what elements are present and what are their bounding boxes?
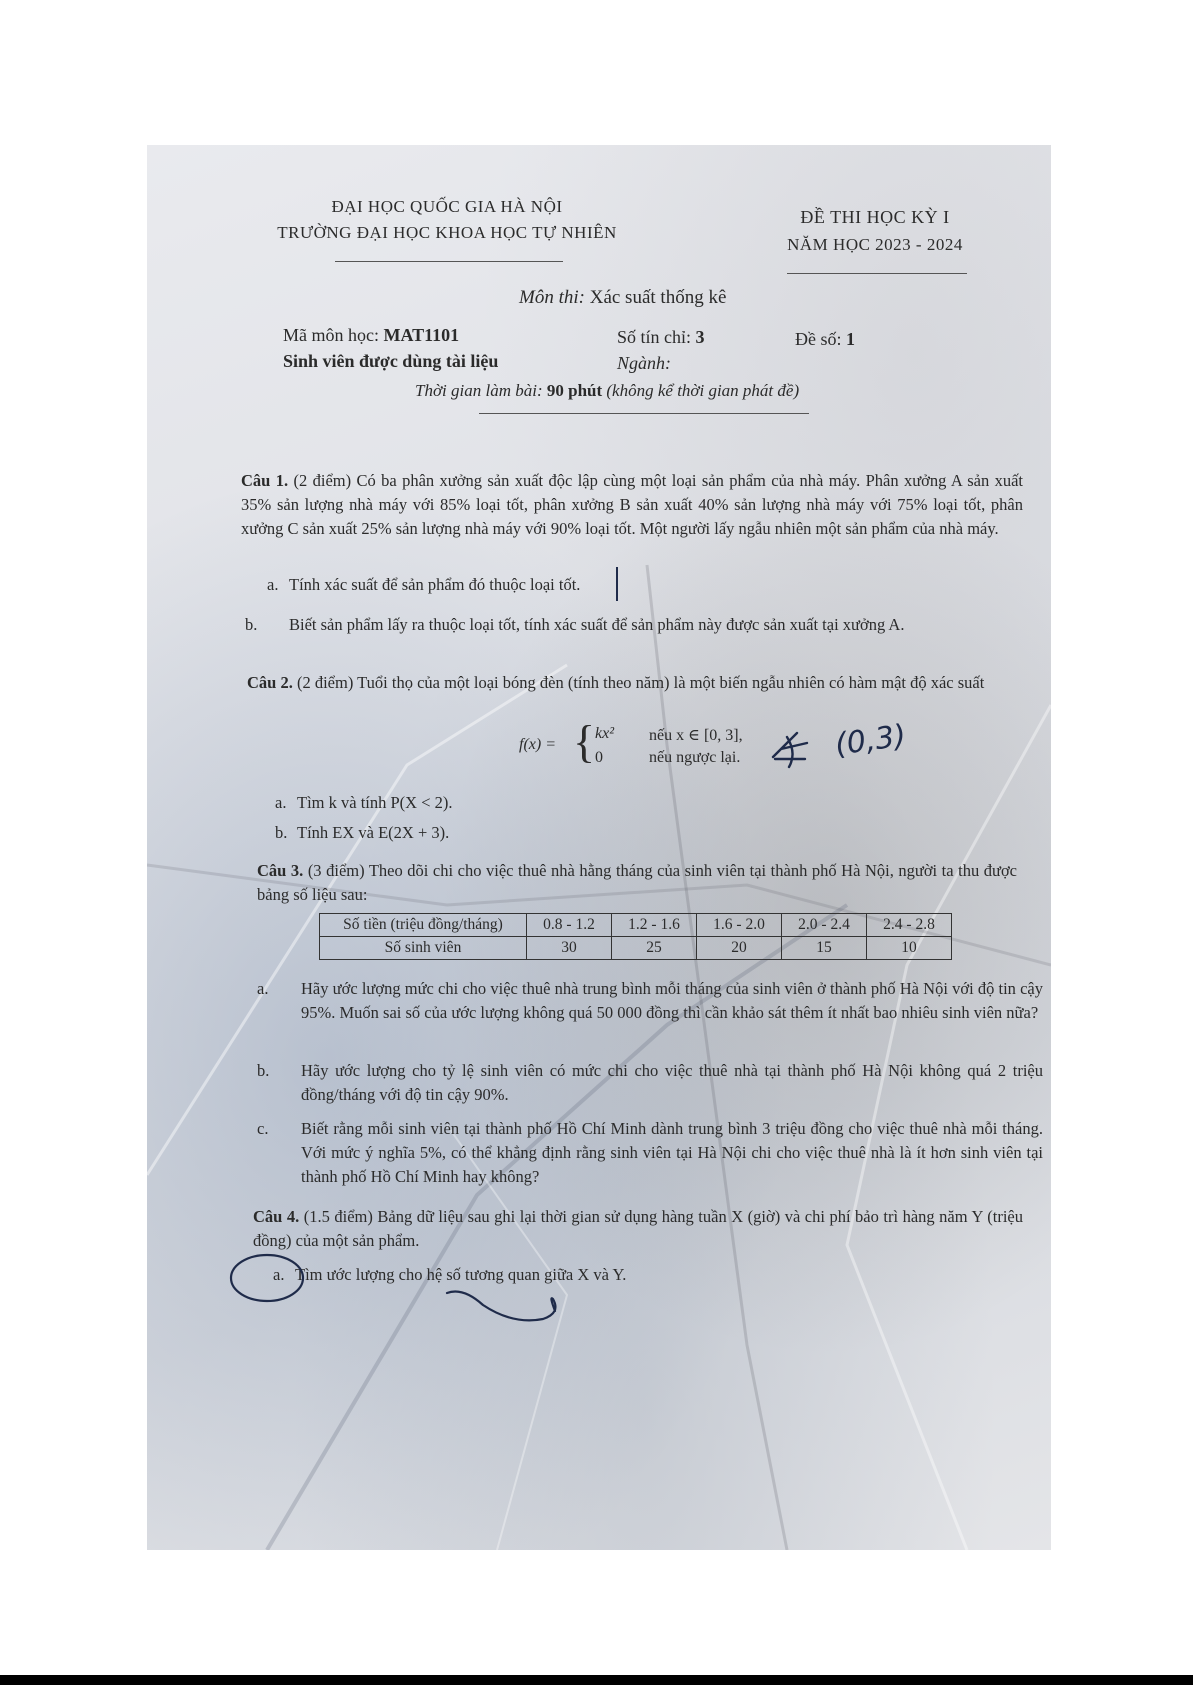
question-1-title: Câu 1. (241, 471, 289, 490)
meta-rule (479, 413, 809, 414)
item-text: Biết sản phẩm lấy ra thuộc loại tốt, tính xác suất để sản phẩm này được sản xuất tại xưởng A. (289, 615, 905, 634)
question-3-item-a (257, 977, 1043, 1025)
course-code: MAT1101 (383, 325, 460, 345)
item-text: Tính EX và E(2X + 3). (297, 823, 450, 842)
table-row-students (320, 937, 952, 960)
rent-table (319, 913, 952, 960)
question-3 (257, 859, 1017, 907)
exam-number: 1 (846, 329, 855, 349)
table-row-amount (320, 914, 952, 937)
question-1-item-b (245, 613, 1045, 637)
handwritten-underline (443, 1285, 583, 1335)
item-text: Hãy ước lượng cho tỷ lệ sinh viên có mức chi cho việc thuê nhà tại thành phố Hà Nội không quá 2 triệu đồng/tháng với độ tin cậy 90%. (301, 1061, 1043, 1104)
question-1-item-a (267, 573, 1017, 597)
item-label: a. (267, 575, 279, 594)
table-header-amount: Số tiền (triệu đồng/tháng) (320, 914, 527, 937)
credits-line (617, 327, 705, 348)
item-label: a. (273, 1265, 285, 1284)
question-2 (247, 671, 1023, 695)
question-2-item-a (275, 791, 875, 815)
handwritten-circle (227, 1250, 307, 1310)
formula-lhs: f(x) = (519, 736, 556, 753)
question-4-text: (1.5 điểm) Bảng dữ liệu sau ghi lại thời gian sử dụng hàng tuần X (giờ) và chi phí bảo trì hàng năm Y (triệu đồng) của một sản phẩm. (253, 1207, 1024, 1250)
table-bin: 2.0 - 2.4 (782, 914, 867, 937)
question-2-text: (2 điểm) Tuổi thọ của một loại bóng đèn (tính theo năm) là một biến ngẫu nhiên có hàm mật độ xác suất (296, 673, 985, 692)
item-label: b. (275, 823, 288, 842)
course-code-label: Mã môn học: (283, 325, 379, 345)
table-count: 15 (782, 937, 867, 960)
time-note: (không kể thời gian phát đề) (606, 381, 800, 400)
item-label: b. (257, 1061, 270, 1080)
table-count: 30 (527, 937, 612, 960)
time-value: 90 phút (546, 381, 603, 400)
table-count: 20 (697, 937, 782, 960)
question-3-title: Câu 3. (257, 861, 304, 880)
item-text: Tìm k và tính P(X < 2). (297, 793, 453, 812)
formula-brace: { (573, 716, 596, 767)
table-count: 25 (612, 937, 697, 960)
formula-case2-cond: nếu ngược lại. (649, 749, 741, 766)
question-2-title: Câu 2. (247, 673, 293, 692)
formula-case2-expr: 0 (595, 749, 603, 766)
table-bin: 2.4 - 2.8 (867, 914, 952, 937)
subject-line (519, 287, 726, 309)
exam-number-label: Đề số: (795, 329, 842, 349)
exam-title: ĐỀ THI HỌC KỲ I (800, 207, 950, 227)
handwritten-tick (607, 565, 627, 605)
handwritten-note: (0,3) (832, 718, 909, 763)
subject-label: Môn thi: (519, 287, 585, 308)
bottom-bar (0, 1675, 1193, 1685)
question-4-item-a (273, 1263, 973, 1287)
item-label: c. (257, 1119, 269, 1138)
header-rule-right (787, 273, 967, 274)
item-text: Biết rằng mỗi sinh viên tại thành phố Hồ Chí Minh dành trung bình 3 triệu đồng cho việc thuê nhà mỗi tháng. Với mức ý nghĩa 5%, có thể khẳng định rằng sinh viên tại Hà Nội chi cho việc thuê nhà là ít hơn sinh viên tại thành phố Hồ Chí Minh hay không? (301, 1119, 1043, 1186)
university-name: ĐẠI HỌC QUỐC GIA HÀ NỘI (331, 197, 563, 216)
table-bin: 0.8 - 1.2 (527, 914, 612, 937)
materials-note: Sinh viên được dùng tài liệu (283, 351, 499, 371)
question-4 (253, 1205, 1023, 1253)
table-count: 10 (867, 937, 952, 960)
major-label: Ngành: (617, 353, 671, 373)
credits-value: 3 (695, 327, 705, 347)
credits-label: Số tín chỉ: (617, 327, 692, 347)
question-1-text: (2 điểm) Có ba phân xưởng sản xuất độc lập cùng một loại sản phẩm của nhà máy. Phân xưởng A sản xuất 35% sản lượng nhà máy với 85% loại tốt, phân xưởng B sản xuất 40% sản lượng nhà máy với 75% loại tốt, phân xưởng C sản xuất 25% sản lượng nhà máy với 90% loại tốt. Một người lấy ngẫu nhiên một sản phẩm của nhà máy. (241, 471, 1024, 538)
course-code-line (283, 325, 459, 346)
item-text: Tìm ước lượng cho hệ số tương quan giữa X và Y. (295, 1265, 627, 1284)
question-3-text: (3 điểm) Theo dõi chi cho việc thuê nhà hằng tháng của sinh viên tại thành phố Hà Nội, người ta thu được bảng số liệu sau: (257, 861, 1017, 904)
question-1 (241, 469, 1023, 541)
header-rule-left (335, 261, 563, 262)
formula-case1-cond: nếu x ∈ [0, 3], (649, 727, 743, 744)
exam-number-line (795, 329, 855, 350)
time-line (415, 381, 799, 401)
time-label: Thời gian làm bài: (415, 381, 543, 400)
item-text: Hãy ước lượng mức chi cho việc thuê nhà trung bình mỗi tháng của sinh viên ở thành phố Hà Nội với độ tin cậy 95%. Muốn sai số của ước lượng không quá 50 000 đồng thì cần khảo sát thêm ít nhất bao nhiêu sinh viên nữa? (301, 979, 1043, 1022)
item-label: b. (245, 615, 258, 634)
exam-paper (147, 145, 1051, 1550)
question-2-item-b (275, 821, 875, 845)
faculty-name: TRƯỜNG ĐẠI HỌC KHOA HỌC TỰ NHIÊN (277, 223, 617, 242)
item-text: Tính xác suất để sản phẩm đó thuộc loại tốt. (289, 575, 581, 594)
question-3-item-b (257, 1059, 1043, 1107)
formula-case1-expr: kx² (595, 725, 614, 742)
subject-value: Xác suất thống kê (589, 287, 727, 308)
school-year: NĂM HỌC 2023 - 2024 (787, 235, 963, 254)
item-label: a. (275, 793, 287, 812)
item-label: a. (257, 979, 269, 998)
table-bin: 1.6 - 2.0 (697, 914, 782, 937)
question-3-item-c (257, 1117, 1043, 1189)
table-bin: 1.2 - 1.6 (612, 914, 697, 937)
question-4-title: Câu 4. (253, 1207, 300, 1226)
table-header-students: Số sinh viên (320, 937, 527, 960)
